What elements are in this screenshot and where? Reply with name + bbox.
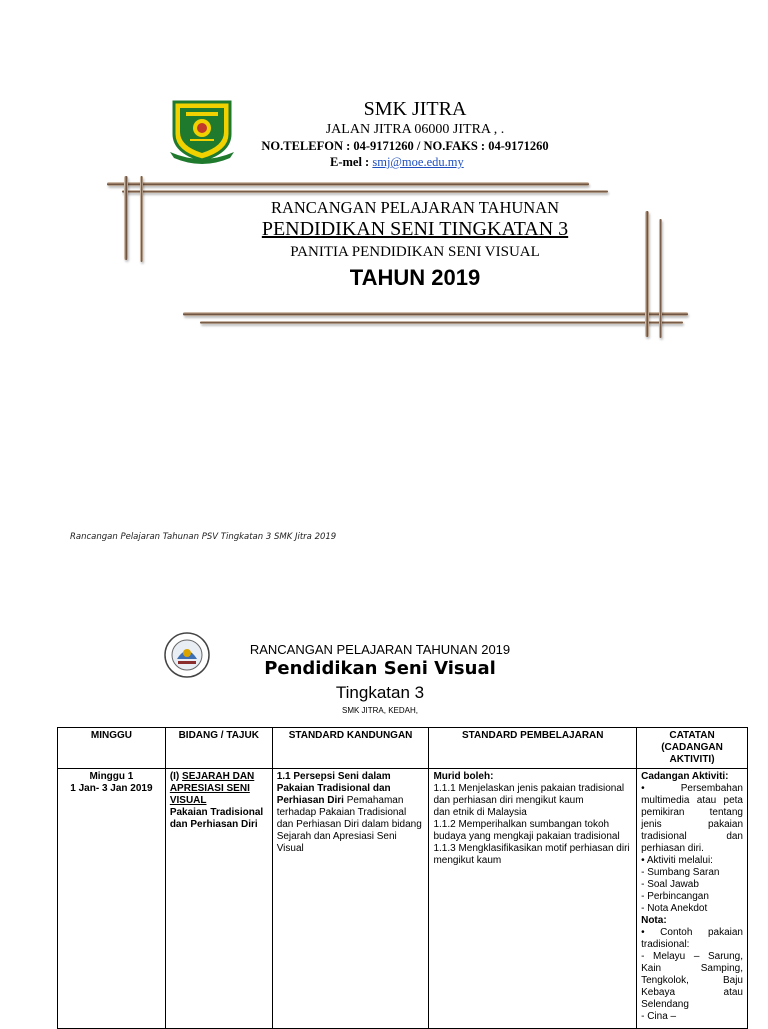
- cover-year: TAHUN 2019: [349, 265, 481, 290]
- minggu-date: 1 Jan- 3 Jan 2019: [70, 783, 153, 794]
- school-crest-logo: [168, 98, 236, 164]
- email-label: E-mel :: [330, 155, 373, 169]
- cover-title-line2: PENDIDIKAN SENI TINGKATAN 3: [261, 218, 569, 240]
- psv-logo: [163, 631, 211, 679]
- pb-item: 1.1.2 Memperihalkan sumbangan tokoh budaya yang mengkaji pakaian tradisional: [433, 819, 620, 842]
- frame-bar-top-2: [122, 190, 608, 193]
- header-minggu: MINGGU: [58, 728, 166, 769]
- header-catatan: CATATAN (CADANGAN AKTIVITI): [637, 728, 748, 769]
- rpt-table: [57, 727, 748, 1029]
- school-phone-fax: NO.TELEFON : 04-9171260 / NO.FAKS : 04-9171260: [261, 139, 549, 153]
- pb-item: 1.1.1 Menjelaskan jenis pakaian tradisional dan perhiasan diri mengikut kaum: [433, 783, 625, 806]
- cell-catatan: [637, 769, 748, 1029]
- cover-title-line1: RANCANGAN PELAJARAN TAHUNAN: [270, 198, 560, 217]
- frame-bar-bottom-1: [183, 312, 688, 316]
- cat-nota: Nota:: [641, 915, 667, 926]
- frame-bar-bottom-2: [200, 321, 683, 324]
- page2-heading3: Tingkatan 3: [335, 683, 425, 702]
- table-row: [58, 769, 748, 1029]
- kandungan-bold: 1.1 Persepsi Seni dalam Pakaian Tradisional dan Perhiasan Diri: [276, 771, 391, 806]
- frame-bar-right-1: [645, 211, 649, 337]
- pb-heading: Murid boleh:: [433, 771, 494, 782]
- cell-bidang: [165, 769, 272, 1029]
- bidang-heading: [170, 771, 268, 807]
- pb-item: dan etnik di Malaysia: [433, 807, 527, 818]
- cell-minggu: [58, 769, 166, 1029]
- cat-item: - Perbincangan: [641, 891, 709, 902]
- minggu-label: Minggu 1: [89, 771, 134, 782]
- school-name: SMK JITRA: [363, 98, 467, 120]
- page2-heading4: SMK JITRA, KEDAH,: [341, 706, 418, 715]
- header-pembelajaran: STANDARD PEMBELAJARAN: [429, 728, 637, 769]
- frame-bar-left-1: [124, 176, 128, 260]
- cat-item: - Sumbang Saran: [641, 867, 720, 878]
- cat-item: - Nota Anekdot: [641, 903, 708, 914]
- cell-pembelajaran: [429, 769, 637, 1029]
- page2-heading2: Pendidikan Seni Visual: [264, 658, 496, 679]
- footer-note: Rancangan Pelajaran Tahunan PSV Tingkatan 3 SMK Jitra 2019: [70, 532, 337, 542]
- cat-item: - Soal Jawab: [641, 879, 699, 890]
- header-kandungan: STANDARD KANDUNGAN: [272, 728, 429, 769]
- cat-heading: Cadangan Aktiviti:: [641, 771, 729, 782]
- cat-item: • Contoh pakaian tradisional:: [641, 927, 743, 950]
- bidang-subtitle: Pakaian Tradisional dan Perhiasan Diri: [169, 807, 264, 830]
- bidang-title: SEJARAH DAN APRESIASI SENI VISUAL: [169, 771, 255, 806]
- cat-item: • Aktiviti melalui:: [641, 855, 713, 866]
- kandungan-text: Pemahaman terhadap Pakaian Tradisional dan Perhiasan Diri dalam bidang Sejarah dan Apresiasi Seni Visual: [276, 795, 422, 854]
- frame-bar-left-2: [140, 176, 143, 262]
- school-address: JALAN JITRA 06000 JITRA , .: [325, 122, 505, 137]
- bidang-number: (I): [169, 771, 183, 782]
- page2-heading1: RANCANGAN PELAJARAN TAHUNAN 2019: [249, 642, 511, 657]
- frame-bar-right-2: [659, 219, 662, 338]
- email-link[interactable]: smj@moe.edu.my: [372, 155, 464, 169]
- cat-item: - Cina –: [641, 1011, 677, 1022]
- header-bidang: BIDANG / TAJUK: [165, 728, 272, 769]
- cell-kandungan: [272, 769, 429, 1029]
- pb-item: 1.1.3 Mengklasifikasikan motif perhiasan diri mengikut kaum: [433, 843, 630, 866]
- cat-item: - Melayu – Sarung, Kain Samping, Tengkolok, Baju Kebaya atau Selendang: [641, 951, 743, 1010]
- cover-title-line3: PANITIA PENDIDIKAN SENI VISUAL: [290, 244, 540, 260]
- frame-bar-top-1: [107, 182, 589, 186]
- table-header-row: [58, 728, 748, 769]
- cat-item: • Persembahan multimedia atau peta pemikiran tentang jenis pakaian tradisional dan perhiasan diri.: [641, 783, 743, 854]
- school-email-line: [330, 155, 530, 170]
